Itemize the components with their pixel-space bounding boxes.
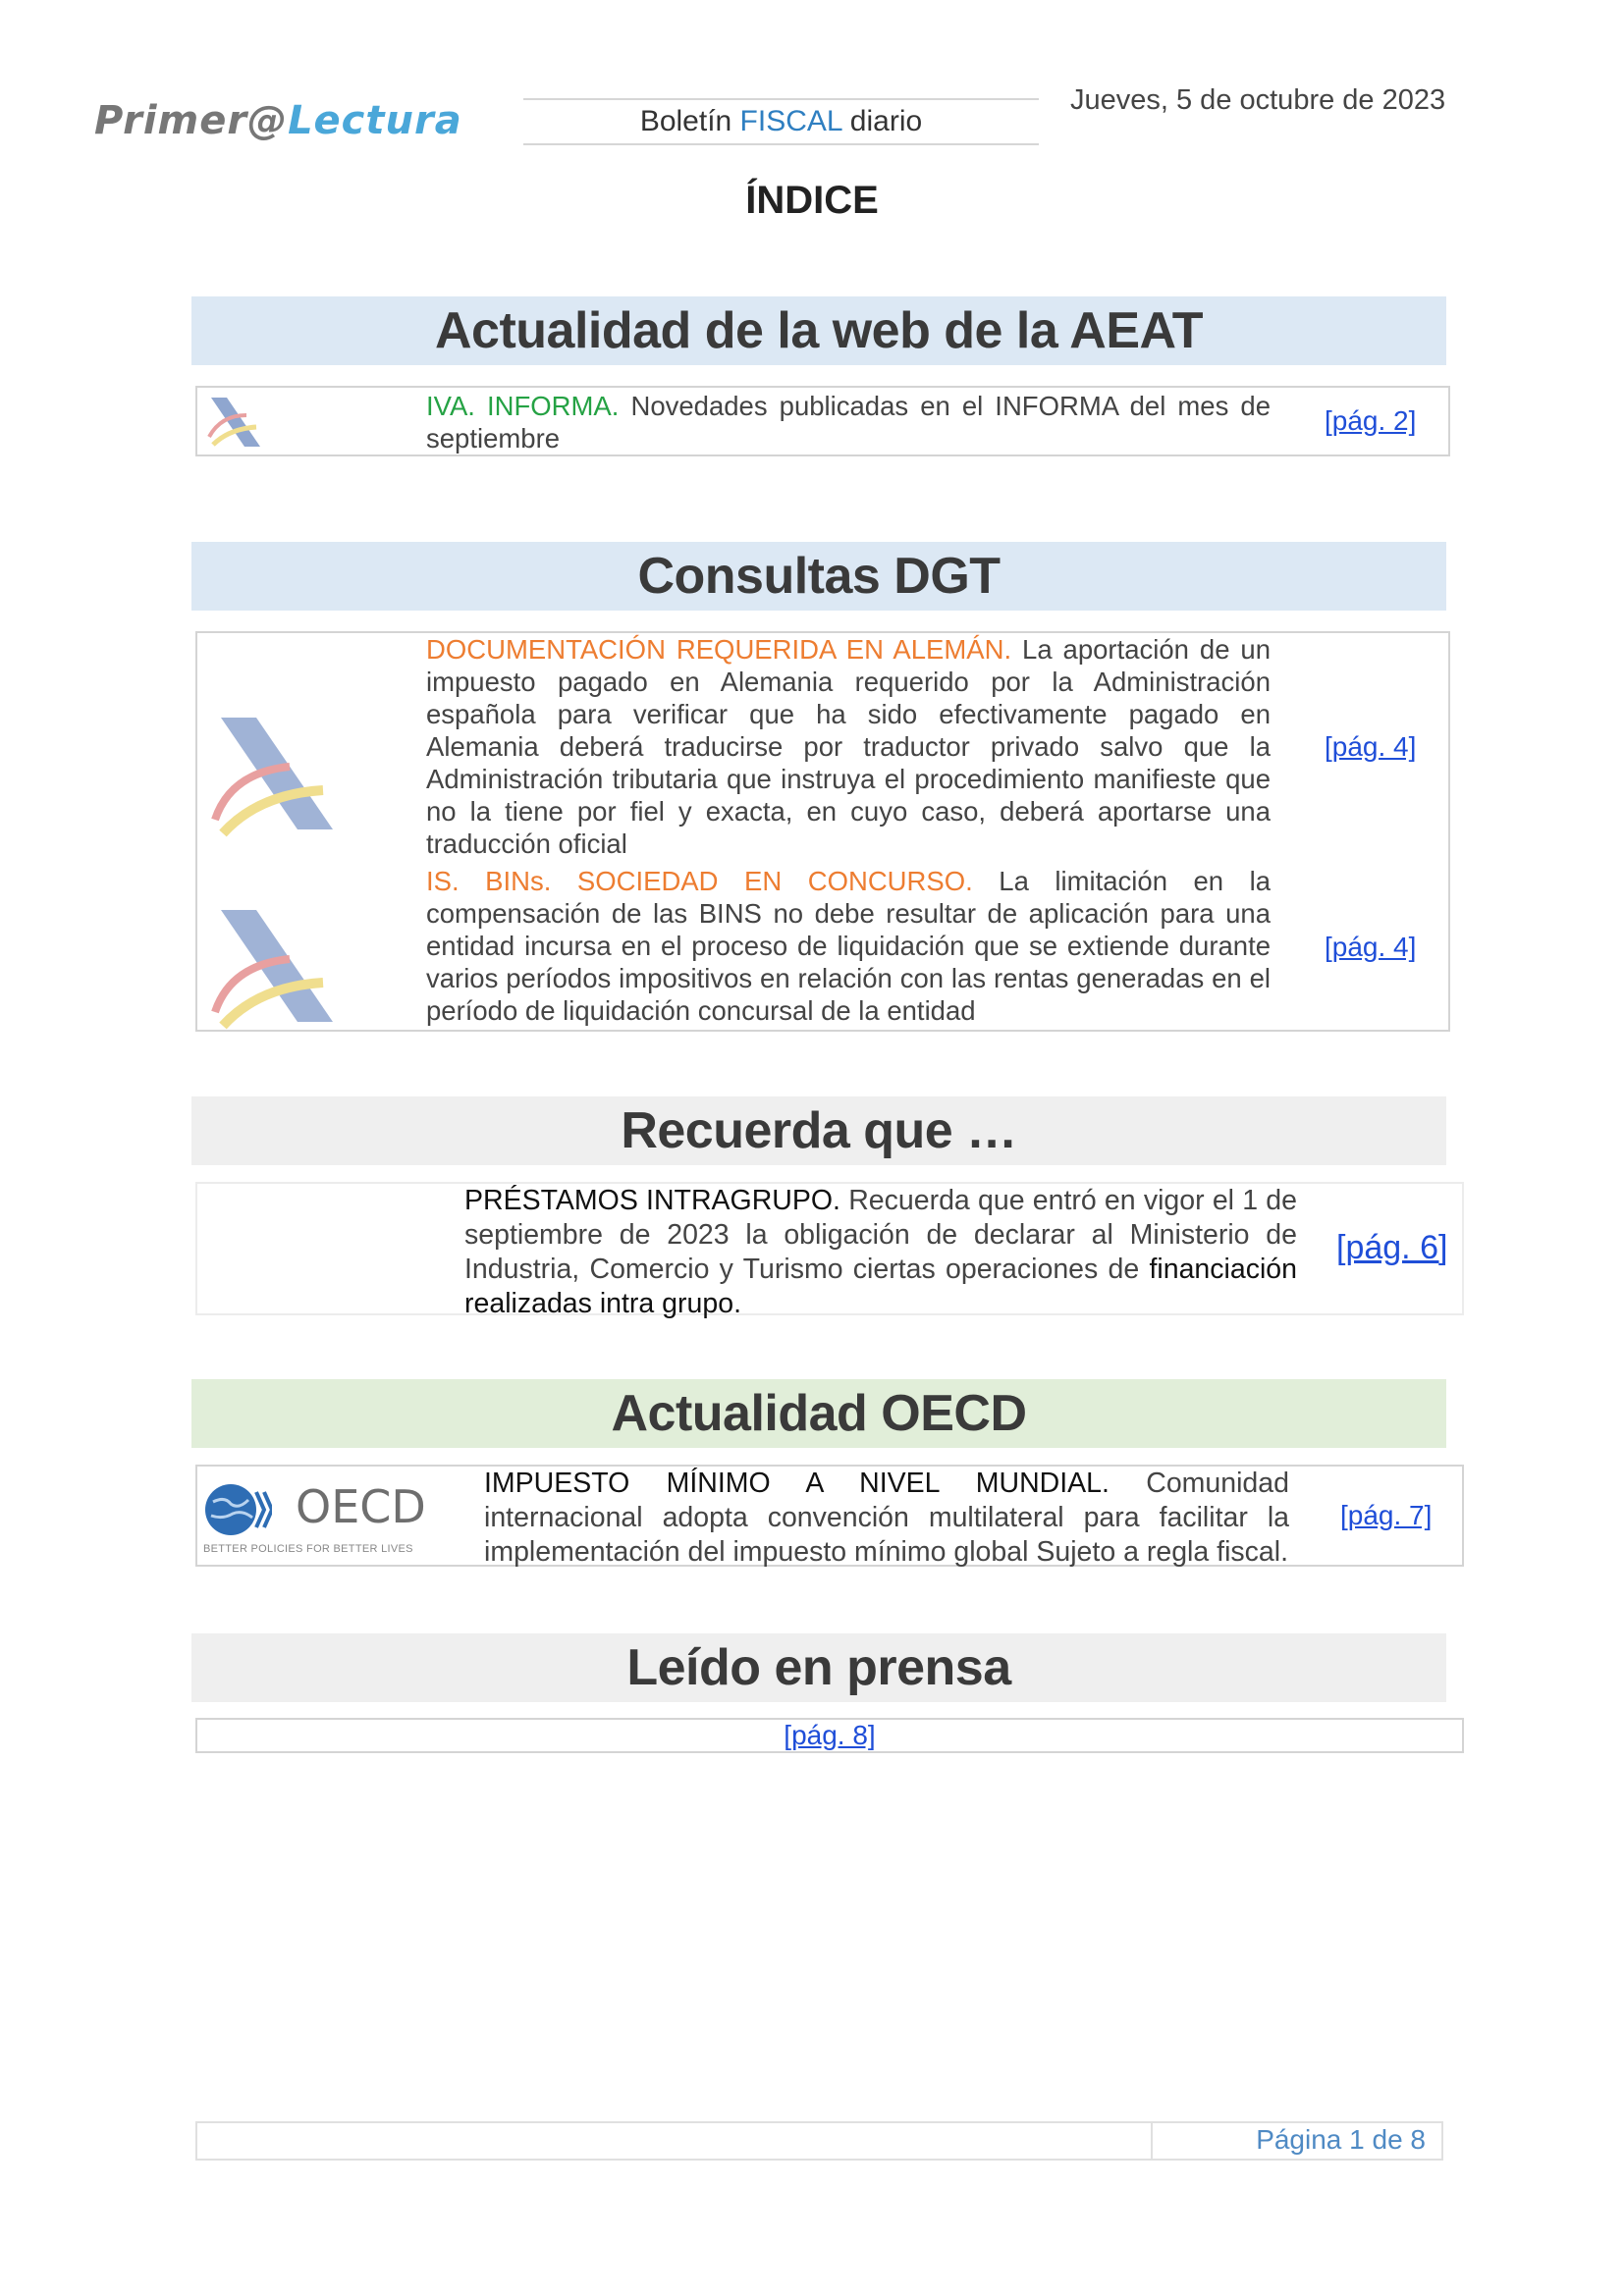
section-heading-prensa: Leído en prensa [191,1633,1446,1702]
page-number: Página 1 de 8 [1256,2124,1426,2155]
dgt-item-2-page-link[interactable]: [pág. 4] [1325,932,1417,962]
aeat-item-box [195,386,1450,456]
aeat-item-body: Novedades publicadas en el INFORMA del mes de septiembre [426,391,1271,454]
oecd-item-lead: IMPUESTO MÍNIMO A NIVEL MUNDIAL. [484,1468,1110,1499]
aeat-logo-icon [201,712,339,839]
prensa-page-link[interactable]: [pág. 8] [784,1720,876,1750]
section-heading-aeat: Actualidad de la web de la AEAT [191,296,1446,365]
recuerda-item-body: Recuerda que entró en vigor el 1 de septiembre de 2023 la obligación de declarar al Ministerio de Industria, Comercio y Turismo ciertas operaciones de [464,1185,1297,1285]
aeat-logo-icon [201,904,339,1032]
globe-icon [203,1480,272,1539]
section-heading-oecd: Actualidad OECD [191,1379,1446,1448]
bulletin-post: diario [841,105,923,137]
dgt-item-2-lead: IS. BINs. SOCIEDAD EN CONCURSO. [426,866,973,896]
dgt-item-2-text [426,865,1271,1027]
footer-divider [1151,2121,1153,2161]
dgt-item-1-lead: DOCUMENTACIÓN REQUERIDA EN ALEMÁN. [426,634,1012,665]
recuerda-item-lead: PRÉSTAMOS INTRAGRUPO. [464,1185,840,1216]
recuerda-item-page-link[interactable]: [pág. 6] [1336,1229,1448,1266]
logo-part-1: Primer@ [94,98,289,143]
recuerda-item-text [464,1184,1297,1321]
dgt-item-1-text [426,633,1271,860]
oecd-item-text [484,1467,1289,1570]
dgt-item-1-body: La aportación de un impuesto pagado en Alemania requerido por la Administración española para verificar que ha sido efectivamente pagado en Alemania deberá traducirse por traductor privado salvo que la Administración tributaria que instruya el procedimiento manifieste que no la tiene por fiel y exacta, en cuyo caso, deberá aportarse una traducción oficial [426,634,1272,859]
prensa-item-box [195,1718,1464,1753]
aeat-item-text [426,390,1271,454]
dgt-item-1-page-link[interactable]: [pág. 4] [1325,731,1417,762]
aeat-item-lead: IVA. INFORMA. [426,391,620,421]
publication-date: Jueves, 5 de octubre de 2023 [1070,84,1446,116]
logo-part-2: Lectura [288,98,462,143]
dgt-items-box [195,631,1450,1032]
bulletin-highlight: FISCAL [739,105,842,137]
index-title: ÍNDICE [745,179,879,222]
brand-logo [94,98,462,143]
section-heading-dgt: Consultas DGT [191,542,1446,611]
oecd-logo-tagline: BETTER POLICIES FOR BETTER LIVES [203,1543,413,1555]
oecd-item-body: Comunidad internacional adopta convención multilateral para facilitar la implementación del impuesto mínimo global Sujeto a regla fiscal. [484,1468,1289,1568]
bulletin-pre: Boletín [639,105,740,137]
oecd-logo-text: OECD [296,1480,426,1533]
section-heading-recuerda: Recuerda que … [191,1096,1446,1165]
bulletin-title [523,98,1039,145]
oecd-logo [203,1478,435,1557]
aeat-logo-icon [203,394,264,451]
dgt-item-2-body: La limitación en la compensación de las BINS no debe resultar de aplicación para una entidad incursa en el proceso de liquidación que se extiende durante varios períodos impositivos en relación con las rentas generadas en el período de liquidación concursal de la entidad [426,866,1271,1026]
oecd-item-page-link[interactable]: [pág. 7] [1340,1500,1433,1530]
aeat-item-page-link[interactable]: [pág. 2] [1325,405,1417,436]
recuerda-item-emph: financiación realizadas intra grupo. [464,1254,1297,1319]
recuerda-item-box [195,1182,1464,1319]
oecd-item-box [195,1465,1464,1567]
